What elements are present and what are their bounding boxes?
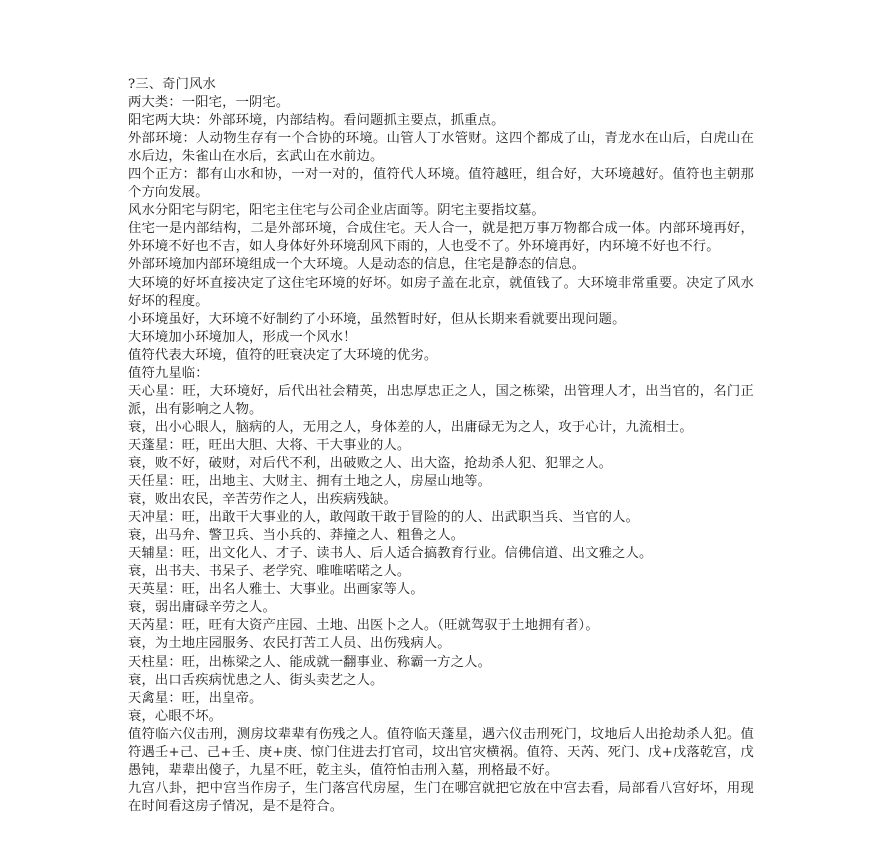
- text-paragraph: 住宅一是内部结构，二是外部环境，合成住宅。天人合一，就是把万事万物都合成一体。内部环境再好，外环境不好也不吉，如人身体好外环境刮风下雨的，人也受不了。外环境再好，内环境不好也不行。: [128, 221, 754, 255]
- text-paragraph: 四个正方：都有山水和协，一对一对的，值符代人环境。值符越旺，组合好，大环境越好。值符也主朝那个方向发展。: [128, 167, 754, 201]
- text-line: 阳宅两大块：外部环境，内部结构。看问题抓主要点，抓重点。: [128, 113, 505, 129]
- text-paragraph: 外部环境：人动物生存有一个合协的环境。山管人丁水管财。这四个都成了山，青龙水在山后，白虎山在水后边，朱雀山在水后，玄武山在水前边。: [128, 131, 754, 165]
- star-entry: 天任星：旺，出地主、大财主、拥有土地之人，房屋山地等。: [128, 474, 492, 490]
- subsection-heading: 值符九星临：: [128, 365, 209, 381]
- star-entry: 天禽星：旺，出皇帝。: [128, 690, 263, 706]
- star-entry: 天柱星：旺，出栋梁之人、能成就一翻事业、称霸一方之人。: [128, 654, 492, 670]
- document-body: [128, 76, 754, 816]
- star-entry: 天辅星：旺，出文化人、才子、读书人、后人适合搞教育行业。信佛信道、出文雅之人。: [128, 546, 653, 562]
- text-line: 值符代表大环境，值符的旺衰决定了大环境的优劣。: [128, 347, 438, 363]
- star-entry: 衰，出马弁、警卫兵、当小兵的、莽撞之人、粗鲁之人。: [128, 528, 465, 544]
- star-entry: 衰，出书夫、书呆子、老学究、唯唯喏喏之人。: [128, 564, 411, 580]
- section-heading: ?三、奇门风水: [128, 77, 216, 92]
- star-entry: 衰，败出农民，辛苦劳作之人，出疾病残缺。: [128, 492, 397, 508]
- star-entry: 衰，心眼不坏。: [128, 708, 223, 724]
- text-paragraph: 值符临六仪击刑，测房坟辈辈有伤残之人。值符临天蓬星，遇六仪击刑死门，坟地后人出抢劫杀人犯。值符遇壬+己、己+壬、庚+庚、惊门住进去打官司，坟出官灾横祸。值符、天芮、死门、戊+戊落乾宫，戊愚钝，辈辈出傻子，九星不旺，乾主头，值符怕击刑入墓，刑格最不好。: [128, 726, 754, 778]
- star-entry: 天蓬星：旺，旺出大胆、大将、干大事业的人。: [128, 437, 411, 453]
- star-entry: 衰，弱出庸碌辛劳之人。: [128, 600, 276, 616]
- text-line: 小环境虽好，大环境不好制约了小环境，虽然暂时好，但从长期来看就要出现问题。: [128, 311, 626, 327]
- star-entry: 天芮星：旺，旺有大资产庄园、土地、出医卜之人。（旺就驾驭于土地拥有者）。: [128, 618, 599, 634]
- text-line: 大环境加小环境加人，形成一个风水！: [128, 329, 357, 345]
- text-paragraph: 九宫八卦，把中宫当作房子，生门落宫代房屋，生门在哪宫就把它放在中宫去看，局部看八宫好坏，用现在时间看这房子情况，是不是符合。: [128, 780, 754, 814]
- text-line: 外部环境加内部环境组成一个大环境。人是动态的信息，住宅是静态的信息。: [128, 257, 586, 273]
- text-paragraph: 大环境的好坏直接决定了这住宅环境的好坏。如房子盖在北京，就值钱了。大环境非常重要。决定了风水好坏的程度。: [128, 275, 754, 309]
- text-line: 风水分阳宅与阴宅，阳宅主住宅与公司企业店面等。阴宅主要指坟墓。: [128, 203, 545, 219]
- star-entry: 衰，为土地庄园服务、农民打苦工人员、出伤残病人。: [128, 636, 451, 652]
- star-entry: 衰，出小心眼人，脑病的人，无用之人，身体差的人，出庸碌无为之人，攻于心计，九流相士。: [128, 419, 693, 435]
- text-line: 两大类：一阳宅，一阴宅。: [128, 95, 290, 111]
- star-entry: 衰，出口舌疾病忧患之人、街头卖艺之人。: [128, 672, 384, 688]
- star-entry: 天冲星：旺，出敢干大事业的人，敢闯敢干敢于冒险的的人、出武职当兵、当官的人。: [128, 510, 639, 526]
- star-entry: 天心星：旺，大环境好，后代出社会精英，出忠厚忠正之人，国之栋梁，出管理人才，出当官的，名门正派，出有影响之人物。: [128, 383, 754, 417]
- star-entry: 衰，败不好，破财，对后代不利，出破败之人、出大盗，抢劫杀人犯、犯罪之人。: [128, 455, 613, 471]
- star-entry: 天英星：旺，出名人雅士、大事业。出画家等人。: [128, 582, 424, 598]
